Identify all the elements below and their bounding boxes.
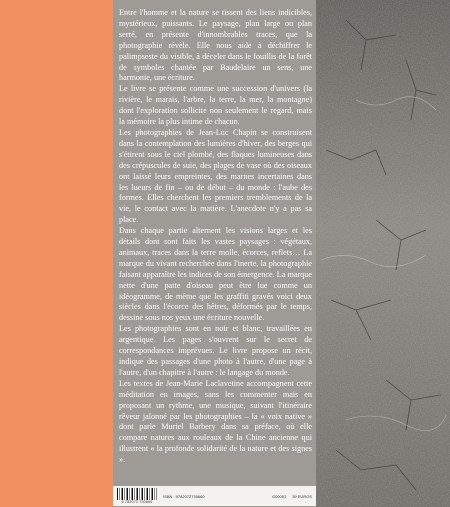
product-code: G00051 xyxy=(271,493,287,499)
mud-texture-photo xyxy=(316,0,450,507)
blurb-paragraph-4: Dans chaque partie alternent les visions larges et les détails dont sont faits les vastes paysages : végétaux, animaux, traces dans la terre molle, écorces, reflets… La marque du vivant recherchée dans l'inerte, la photographie faisant apparaître les indices de son émergence. La marque nette d'une patte d'oiseau peut être lue comme un idéogramme, de même que les graffiti gravés voici deux siècles dans l'écorce des hêtres, déformés par le temps, dessine sous nos yeux une écriture nouvelle. xyxy=(119,226,312,323)
blurb-paragraph-3: Les photographies de Jean-Luc Chapin se construisent dans la contemplation des lumières d'hiver, des berges qui s'étirent sous le ciel plombé, des flaques lumineuses dans des crépuscules de suie, des plages de vase où des oiseaux ont laissé leurs empreintes, des marnes incertaines dans les lueurs de fin – ou de début – du monde : l'aube des formes. Elles cherchent les premiers tremblements de la vie, le contact avec la matière. L'anecdote n'y a pas sa place. xyxy=(119,127,312,225)
blurb-paragraph-2: Le livre se présente comme une succession d'univers (la rivière, le marais, l'arbre, la terre, la mer, la montagne) dont l'exploration sollicite non seulement le regard, mais la mémoire la plus intime de chacun. xyxy=(119,84,312,127)
blurb-paragraph-5: Les photographies sont en noir et blanc, travaillées en argentique. Les pages s'ouvrent sur le secret de correspondances imprévues. Le livre propose un récit, indique des passages d'une photo à l'autre, d'une page à l'autre, d'un chapitre à l'autre : le langage du monde. xyxy=(119,324,312,377)
price-label: 39 EUROS xyxy=(292,493,312,499)
orange-spine-band xyxy=(0,0,113,507)
barcode-bars xyxy=(117,488,157,500)
blurb-panel xyxy=(113,0,316,507)
blurb-paragraph-1: Entre l'homme et la nature se tissent des liens indicibles, mystérieux, puissants. Le paysage, plan large ou plan serré, en présente d'innombrables traces, que la photographie révèle. Elle nous aide à déchiffrer le palimpseste du visible, à déceler dans le fouillis de la forêt de symboles chantée par Baudelaire un sens, une harmonie, une écriture. xyxy=(119,8,312,83)
blurb-paragraph-6: Les textes de Jean-Marie Laclavetine accompagnent cette méditation en images, sans les commenter mais en proposant un rythme, une musique, suivant l'itinéraire rêveur jalonné par les photographies – la « voix native » dont parle Muriel Barbery dans sa préface, où elle compare natures aux rouleaux de la Chine ancienne qui illustrent « la profonde solidarité de la nature et des signes ». xyxy=(119,378,312,465)
barcode-strip xyxy=(113,486,316,506)
barcode-number: 9 782072 730660 xyxy=(121,500,153,504)
ean-barcode xyxy=(117,488,157,504)
isbn-label: ISBN : 978207273066​0 xyxy=(163,493,205,499)
